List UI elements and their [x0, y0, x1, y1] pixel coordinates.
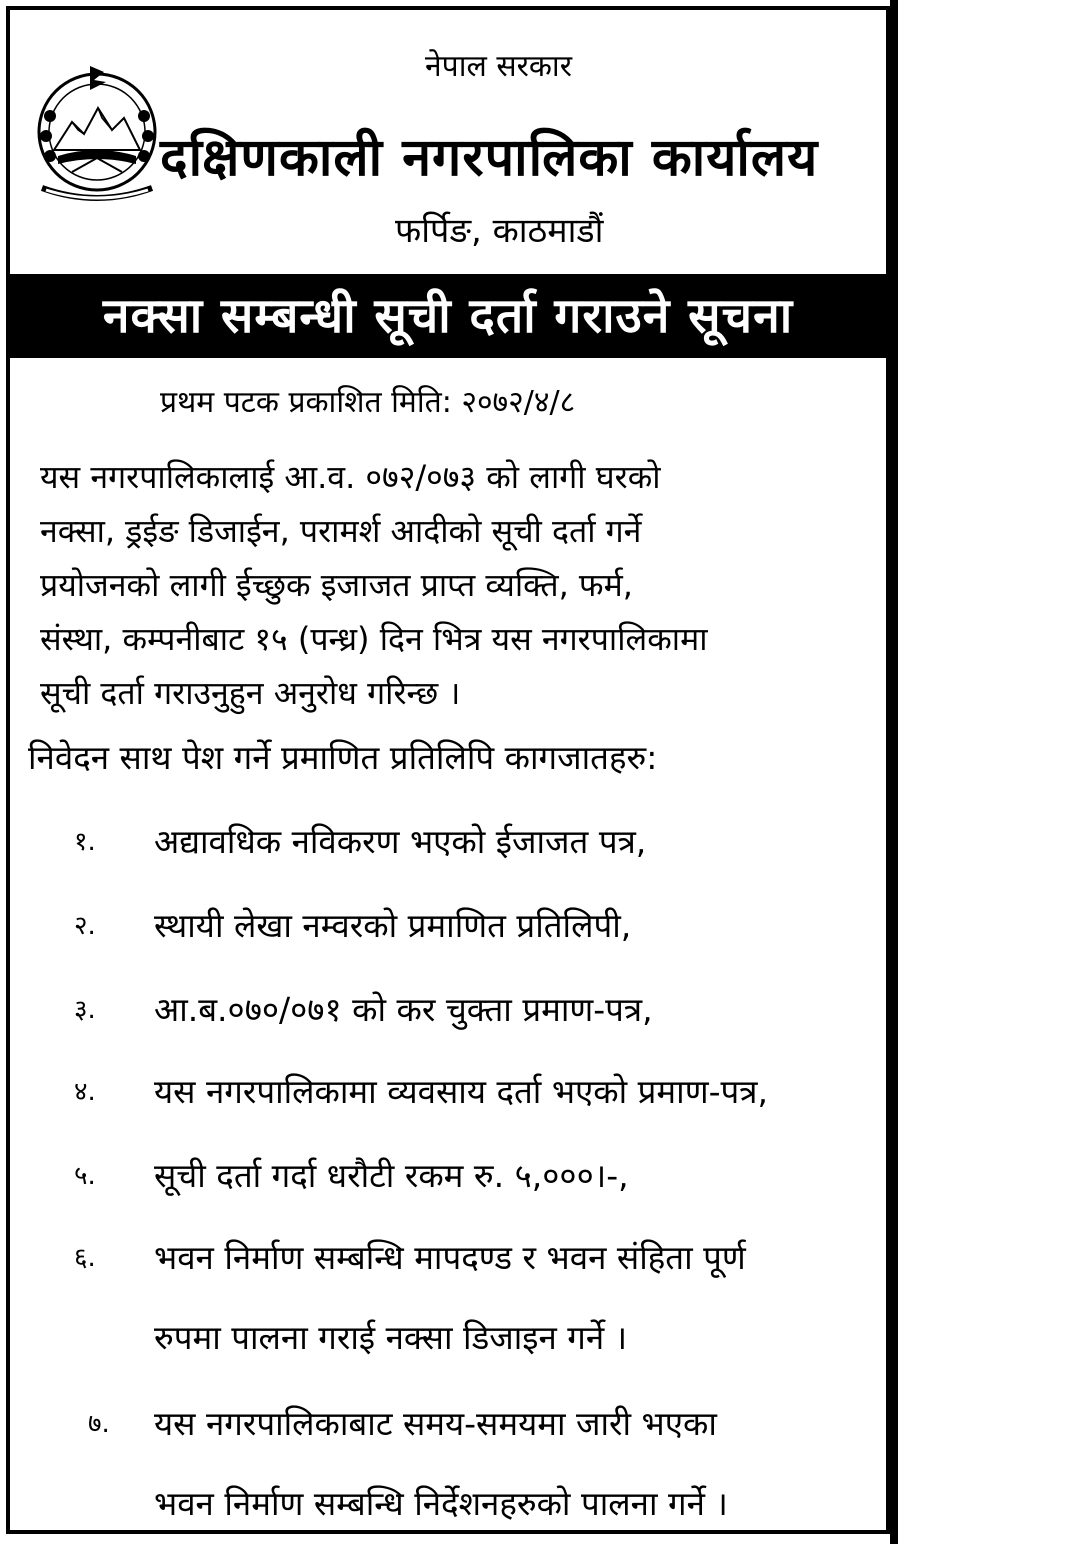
- body-line: सूची दर्ता गराउनुहुन अनुरोध गरिन्छ ।: [40, 674, 461, 712]
- item-text: यस नगरपालिकामा व्यवसाय दर्ता भएको प्रमाण-पत्र,: [154, 1072, 768, 1111]
- office-address: फर्पिङ, काठमाडौं: [395, 211, 604, 251]
- publication-date: प्रथम पटक प्रकाशित मिति: २०७२/४/८: [160, 385, 576, 420]
- page-edge-bar: [890, 0, 898, 1544]
- item-number: ७.: [88, 1409, 110, 1439]
- item-number: १.: [74, 827, 96, 857]
- body-line: यस नगरपालिकालाई आ.व. ०७२/०७३ को लागी घरको: [40, 458, 661, 496]
- notice-title: नक्सा सम्बन्धी सूची दर्ता गराउने सूचना: [10, 274, 886, 358]
- item-number: ४.: [74, 1077, 96, 1107]
- body-line: नक्सा, ड्रईङ डिजाईन, परामर्श आदीको सूची दर्ता गर्ने: [40, 512, 642, 550]
- item-text: भवन निर्माण सम्बन्धि मापदण्ड र भवन संहिता पूर्ण: [154, 1238, 746, 1277]
- notice-body: [40, 450, 870, 720]
- government-name: नेपाल सरकार: [425, 49, 572, 84]
- item-text: यस नगरपालिकाबाट समय-समयमा जारी भएका: [154, 1404, 717, 1443]
- documents-heading: निवेदन साथ पेश गर्ने प्रमाणित प्रतिलिपि कागजातहरु:: [28, 738, 658, 777]
- item-text: अद्यावधिक नविकरण भएको ईजाजत पत्र,: [154, 822, 647, 861]
- item-text: सूची दर्ता गर्दा धरौटी रकम रु. ५,०००।-,: [154, 1156, 629, 1195]
- nepal-government-emblem: [32, 60, 162, 210]
- item-text: आ.ब.०७०/०७१ को कर चुक्ता प्रमाण-पत्र,: [154, 990, 653, 1029]
- item-number: २.: [74, 911, 96, 941]
- item-text: भवन निर्माण सम्बन्धि निर्देशनहरुको पालना गर्ने ।: [154, 1484, 728, 1523]
- office-name: दक्षिणकाली नगरपालिका कार्यालय: [160, 128, 819, 188]
- body-line: प्रयोजनको लागी ईच्छुक इजाजत प्राप्त व्यक्ति, फर्म,: [40, 566, 633, 604]
- item-number: ३.: [74, 995, 96, 1025]
- body-line: संस्था, कम्पनीबाट १५ (पन्ध्र) दिन भित्र यस नगरपालिकामा: [40, 620, 708, 658]
- item-text: रुपमा पालना गराई नक्सा डिजाइन गर्ने ।: [154, 1318, 628, 1357]
- notice-frame: [6, 6, 890, 1534]
- item-number: ६.: [74, 1243, 96, 1273]
- item-number: ५.: [74, 1161, 96, 1191]
- item-text: स्थायी लेखा नम्वरको प्रमाणित प्रतिलिपी,: [154, 906, 632, 945]
